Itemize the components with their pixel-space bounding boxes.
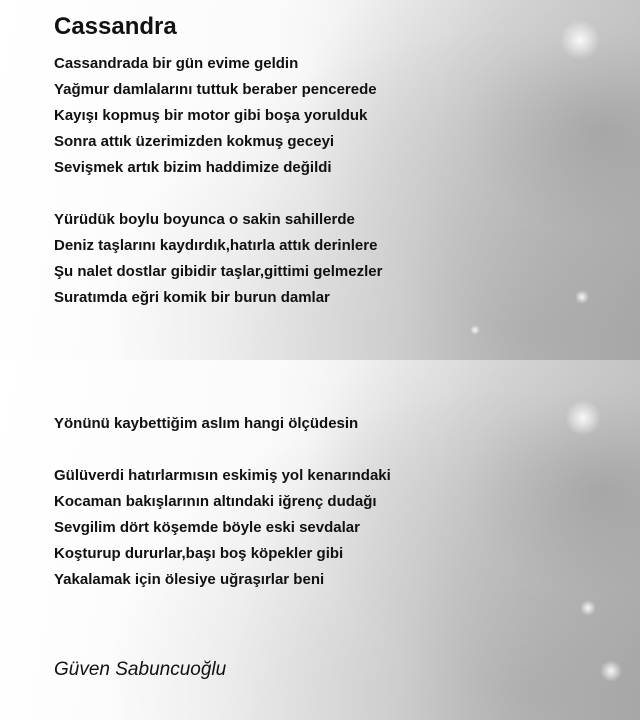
poem-line: Yağmur damlalarını tuttuk beraber pencerede (54, 81, 377, 98)
bokeh-light (600, 660, 622, 682)
poem-line: Koşturup dururlar,başı boş köpekler gibi (54, 545, 344, 562)
stanza-1 (54, 51, 377, 181)
bokeh-light (560, 20, 600, 60)
poem-line: Kocaman bakışlarının altındaki iğrenç dudağı (54, 493, 377, 510)
stanza-3 (54, 411, 358, 437)
bottom-poem-panel (0, 360, 640, 720)
poem-line: Suratımda eğri komik bir burun damlar (54, 289, 330, 306)
stanza-2 (54, 207, 382, 311)
poem-line: Yönünü kaybettiğim aslım hangi ölçüdesin (54, 415, 359, 432)
poem-line: Sonra attık üzerimizden kokmuş geceyi (54, 133, 335, 150)
poem-line: Şu nalet dostlar gibidir taşlar,gittimi gelmezler (54, 263, 383, 280)
bokeh-light (565, 400, 601, 436)
bokeh-light (580, 600, 596, 616)
poem-author: Güven Sabuncuoğlu (54, 659, 227, 680)
poem-line: Kayışı kopmuş bir motor gibi boşa yorulduk (54, 107, 368, 124)
stanza-4 (54, 463, 391, 593)
bokeh-light (470, 325, 480, 335)
poem-line: Cassandrada bir gün evime geldin (54, 55, 299, 72)
poem-title: Cassandra (54, 13, 177, 40)
poem-line: Yürüdük boylu boyunca o sakin sahillerde (54, 211, 355, 228)
bokeh-light (575, 290, 589, 304)
poem-line: Yakalamak için ölesiye uğraşırlar beni (54, 571, 325, 588)
poem-line: Sevişmek artık bizim haddimize değildi (54, 159, 332, 176)
poem-line: Gülüverdi hatırlarmısın eskimiş yol kenarındaki (54, 467, 391, 484)
poem-line: Deniz taşlarını kaydırdık,hatırla attık derinlere (54, 237, 378, 254)
poem-line: Sevgilim dört köşemde böyle eski sevdalar (54, 519, 360, 536)
